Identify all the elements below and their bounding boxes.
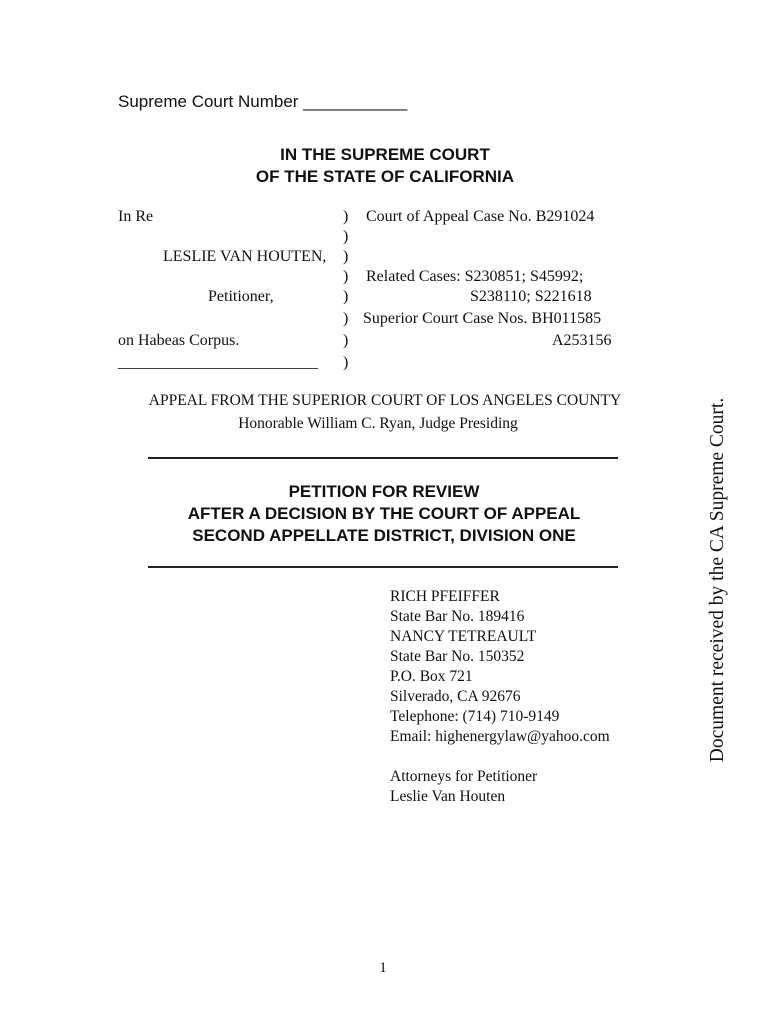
petition-title-line-2: AFTER A DECISION BY THE COURT OF APPEAL	[187, 504, 581, 523]
attorney-role-line-1: Attorneys for Petitioner	[390, 768, 538, 785]
attorney-bar-number-2: State Bar No. 150352	[390, 648, 525, 665]
caption-petitioner: Petitioner,	[208, 288, 274, 305]
caption-paren: )	[343, 208, 349, 225]
attorney-bar-number-1: State Bar No. 189416	[390, 608, 525, 625]
caption-paren: )	[343, 228, 349, 245]
caption-paren: )	[343, 288, 349, 305]
appeal-from-line: APPEAL FROM THE SUPERIOR COURT OF LOS ANGELES COUNTY	[148, 392, 622, 409]
caption-paren: )	[343, 268, 349, 285]
attorney-block	[390, 587, 610, 807]
related-cases-line-1: Related Cases: S230851; S45992;	[366, 268, 584, 285]
caption-in-re: In Re	[118, 208, 154, 225]
superior-court-case-nos-line-1: Superior Court Case Nos. BH011585	[363, 310, 602, 327]
attorney-role-line-2: Leslie Van Houten	[390, 788, 506, 805]
caption-habeas-corpus: on Habeas Corpus.	[118, 332, 240, 349]
attorney-name-2: NANCY TETREAULT	[390, 628, 537, 645]
horizontal-rule	[148, 566, 618, 568]
attorney-name-1: RICH PFEIFFER	[390, 588, 500, 605]
court-title-line-1: IN THE SUPREME COURT	[280, 145, 490, 164]
caption-paren: )	[343, 332, 349, 349]
attorney-telephone: Telephone: (714) 710-9149	[390, 708, 560, 725]
caption-paren: )	[343, 248, 349, 265]
attorney-po-box: P.O. Box 721	[390, 668, 473, 685]
supreme-court-number: Supreme Court Number ___________	[118, 92, 408, 111]
superior-court-case-nos-line-2: A253156	[552, 332, 612, 349]
caption-paren: )	[343, 310, 349, 327]
court-title-line-2: OF THE STATE OF CALIFORNIA	[255, 167, 515, 186]
petition-title-line-3: SECOND APPELLATE DISTRICT, DIVISION ONE	[192, 526, 576, 545]
page-number: 1	[379, 960, 387, 976]
received-watermark: Document received by the CA Supreme Court.	[707, 397, 728, 763]
court-of-appeal-case-no: Court of Appeal Case No. B291024	[366, 208, 595, 225]
petition-title-line-1: PETITION FOR REVIEW	[288, 482, 480, 501]
caption-underline: _________________________	[118, 354, 318, 371]
horizontal-rule	[148, 457, 618, 459]
attorney-email: Email: highenergylaw@yahoo.com	[390, 728, 610, 745]
related-cases-line-2: S238110; S221618	[470, 288, 592, 305]
presiding-judge-line: Honorable William C. Ryan, Judge Presiding	[238, 415, 518, 432]
caption-paren: )	[343, 354, 349, 371]
caption-party-name: LESLIE VAN HOUTEN,	[163, 248, 327, 265]
attorney-city: Silverado, CA 92676	[390, 688, 521, 705]
spacer	[390, 747, 610, 767]
